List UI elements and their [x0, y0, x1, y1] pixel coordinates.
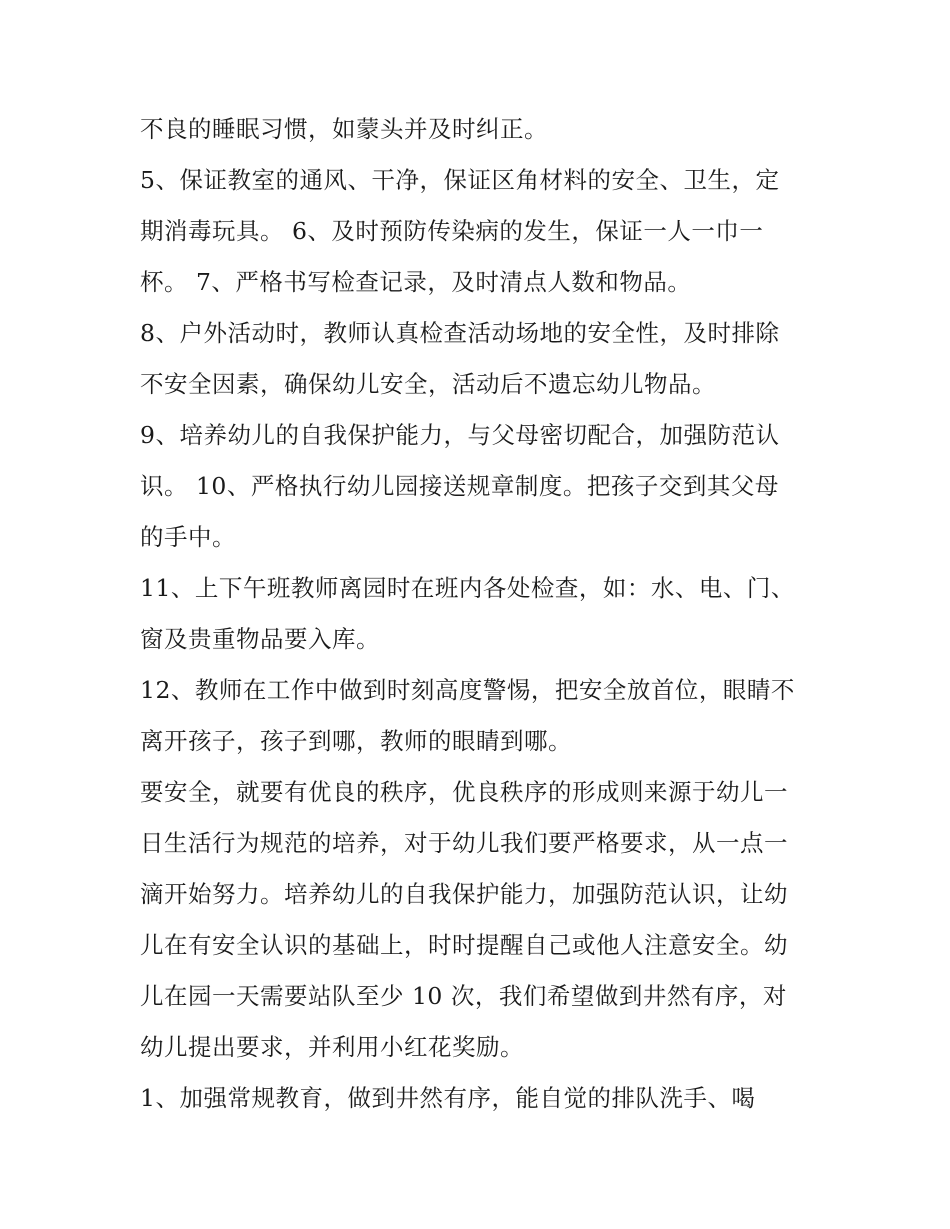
text-line: 滴开始努力。培养幼儿的自我保护能力，加强防范认识，让幼: [140, 880, 788, 908]
text-line: 窗及贵重物品要入库。: [140, 625, 380, 653]
text-line: 5、保证教室的通风、干净，保证区角材料的安全、卫生，定: [140, 166, 780, 194]
document-body: [140, 104, 820, 1124]
text-line: 1、加强常规教育，做到井然有序，能自觉的排队洗手、喝: [140, 1084, 756, 1112]
text-line: 儿在有安全认识的基础上，时时提醒自己或他人注意安全。幼: [140, 931, 788, 959]
text-line: 11、上下午班教师离园时在班内各处检查，如：水、电、门、: [140, 574, 795, 602]
text-line: 不良的睡眠习惯，如蒙头并及时纠正。: [140, 115, 548, 143]
text-line: 9、培养幼儿的自我保护能力，与父母密切配合，加强防范认: [140, 421, 780, 449]
text-line: 的手中。: [140, 523, 236, 551]
text-line: 幼儿提出要求，并利用小红花奖励。: [140, 1033, 524, 1061]
text-line: 期消毒玩具。 6、及时预防传染病的发生，保证一人一巾一: [140, 217, 764, 245]
text-line: 杯。 7、严格书写检查记录，及时清点人数和物品。: [140, 268, 692, 296]
text-line: 12、教师在工作中做到时刻高度警惕，把安全放首位，眼睛不: [140, 676, 795, 704]
text-line: 离开孩子，孩子到哪，教师的眼睛到哪。: [140, 727, 572, 755]
text-line: 8、户外活动时，教师认真检查活动场地的安全性，及时排除: [140, 319, 780, 347]
text-line: 日生活行为规范的培养，对于幼儿我们要严格要求，从一点一: [140, 829, 788, 857]
text-line: 儿在园一天需要站队至少 10 次，我们希望做到井然有序，对: [140, 982, 787, 1010]
text-line: 识。 10、严格执行幼儿园接送规章制度。把孩子交到其父母: [140, 472, 779, 500]
text-line: 要安全，就要有优良的秩序，优良秩序的形成则来源于幼儿一: [140, 778, 788, 806]
text-line: 不安全因素，确保幼儿安全，活动后不遗忘幼儿物品。: [140, 370, 716, 398]
